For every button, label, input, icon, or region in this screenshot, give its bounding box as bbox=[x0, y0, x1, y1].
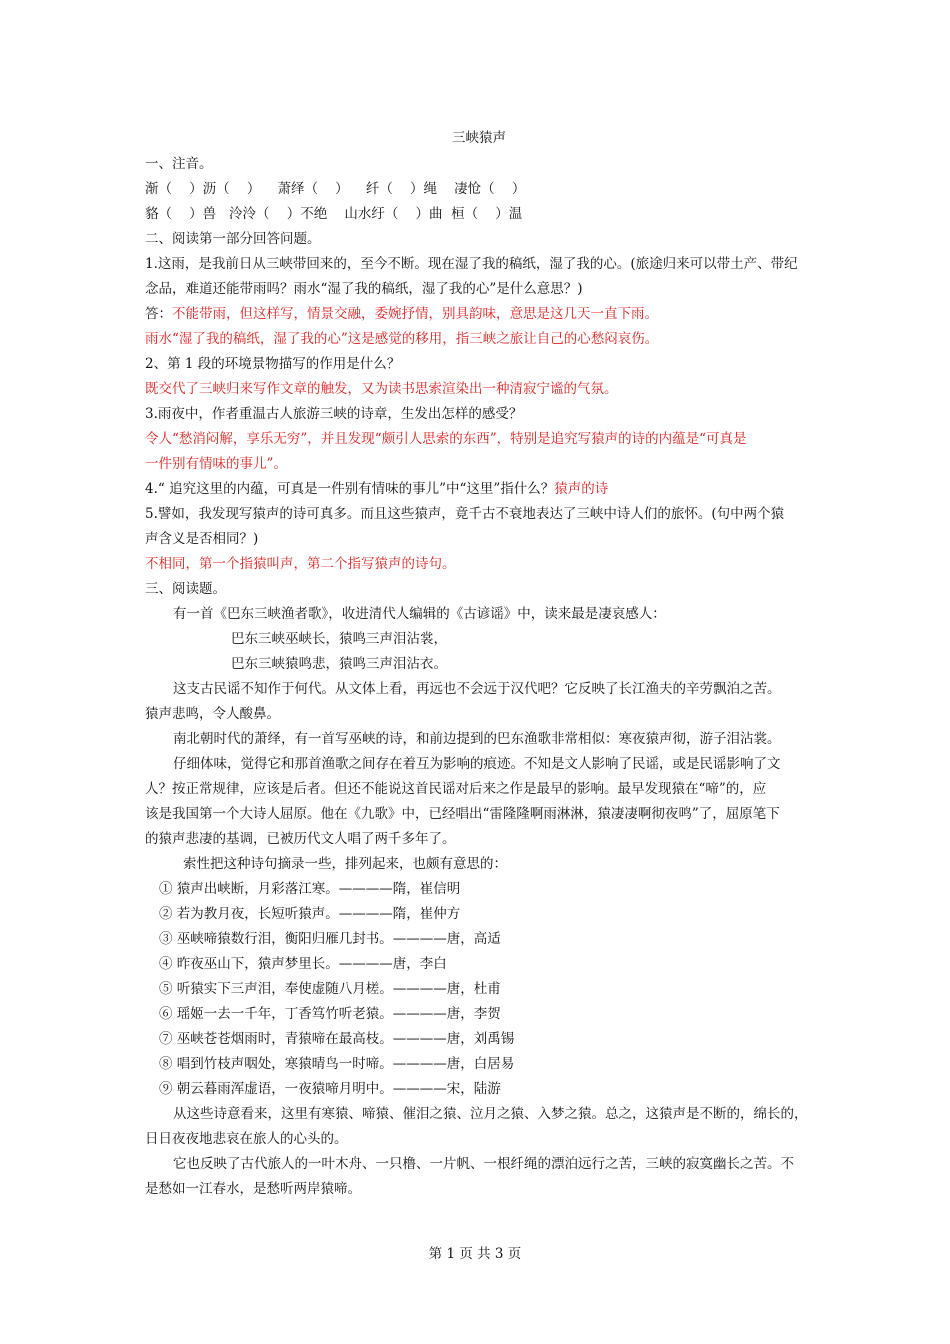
quote-item: ③ 巫峡啼猿数行泪，衡阳归雁几封书。————唐，高适 bbox=[159, 931, 501, 947]
quote-item: ⑦ 巫峡苍苍烟雨时，青猿啼在最高枝。————唐，刘禹锡 bbox=[159, 1031, 515, 1047]
question-4 bbox=[145, 477, 813, 502]
paragraph-4-line-1: 仔细体味，觉得它和那首渔歌之间存在着互为影响的痕迹。不知是文人影响了民谣，或是民谣影响了文 bbox=[173, 756, 781, 772]
paragraph-7-line-2: 是愁如一江春水，是愁听两岸猿啼。 bbox=[145, 1181, 361, 1197]
pinyin-row-2: 貉（ ）兽 泠泠（ ）不绝 山水纡（ ）曲 桓（ ）温 bbox=[145, 206, 523, 222]
poem-line-2: 巴东三峡猿鸣悲，猿鸣三声泪沾衣。 bbox=[231, 656, 447, 672]
answer-prefix: 答： bbox=[145, 306, 172, 322]
question-1-line-1: 1.这雨，是我前日从三峡带回来的，至今不断。现在湿了我的稿纸，湿了我的心。(旅途归来可以带土产、带纪 bbox=[145, 256, 798, 272]
section3-heading: 三、阅读题。 bbox=[145, 581, 226, 597]
answer-4: 猿声的诗 bbox=[554, 481, 609, 497]
pinyin-row-1: 渐（ ）沥（ ） 萧绎（ ） 纤（ ）绳 凄怆（ ） bbox=[145, 181, 526, 197]
answer-3-line-1: 令人“愁消闷解，享乐无穷”，并且发现“颇引人思索的东西”，特别是追究写猿声的诗的内蕴是“可真是 bbox=[145, 431, 747, 447]
answer-2: 既交代了三峡归来写作文章的触发，又为读书思索渲染出一种清寂宁谧的气氛。 bbox=[145, 381, 618, 397]
answer-1-text: 不能带雨，但这样写，情景交融，委婉抒情，别具韵味，意思是这几天一直下雨。 bbox=[172, 306, 658, 322]
paragraph-6-line-2: 日日夜夜地悲哀在旅人的心头的。 bbox=[145, 1131, 348, 1147]
quote-item: ⑨ 朝云暮雨浑虚语，一夜猿啼月明中。————宋，陆游 bbox=[159, 1081, 501, 1097]
question-5-line-2: 声含义是否相同？) bbox=[145, 531, 259, 547]
poem-line-1: 巴东三峡巫峡长，猿鸣三声泪沾裳， bbox=[231, 631, 447, 647]
page-footer: 第 1 页 共 3 页 bbox=[428, 1246, 522, 1262]
quote-item: ⑤ 听猿实下三声泪，奉使虚随八月槎。————唐，杜甫 bbox=[159, 981, 501, 997]
document-title: 三峡猿声 bbox=[452, 130, 506, 146]
paragraph-4-line-4: 的猿声悲凄的基调，已被历代文人唱了两千多年了。 bbox=[145, 831, 456, 847]
question-2: 2、第 1 段的环境景物描写的作用是什么？ bbox=[145, 356, 401, 372]
answer-5: 不相同，第一个指猿叫声，第二个指写猿声的诗句。 bbox=[145, 556, 456, 572]
paragraph-4-line-3: 该是我国第一个大诗人屈原。他在《九歌》中，已经唱出“雷隆隆啊雨淋淋，猿凄凄啊彻夜鸣”了，屈原笔下 bbox=[145, 806, 780, 822]
question-4-text: 4.“ 追究这里的内蕴，可真是一件别有情味的事儿”中“这里”指什么？ bbox=[145, 481, 555, 497]
question-1-line-2: 念品，难道还能带雨吗？雨水“湿了我的稿纸，湿了我的心”是什么意思？) bbox=[145, 281, 583, 297]
paragraph-3: 南北朝时代的萧绎，有一首写巫峡的诗，和前边提到的巴东渔歌非常相似：寒夜猿声彻，游子泪沾裳。 bbox=[173, 731, 781, 747]
section2-heading: 二、阅读第一部分回答问题。 bbox=[145, 231, 321, 247]
section1-heading: 一、注音。 bbox=[145, 156, 213, 172]
answer-1-line-1 bbox=[145, 302, 813, 327]
paragraph-5: 索性把这种诗句摘录一些，排列起来，也颇有意思的： bbox=[183, 856, 507, 872]
paragraph-6-line-1: 从这些诗意看来，这里有寒猿、啼猿、催泪之猿、泣月之猿、入梦之猿。总之，这猿声是不断的，绵长的， bbox=[173, 1106, 808, 1122]
document-body bbox=[145, 124, 813, 1202]
paragraph-4-line-2: 人？按正常规律，应该是后者。但还不能说这首民谣对后来之作是最早的影响。最早发现猿在“啼”的，应 bbox=[145, 781, 767, 797]
answer-3-line-2: 一件别有情味的事儿”。 bbox=[145, 456, 287, 472]
quote-item: ④ 昨夜巫山下，猿声梦里长。————唐，李白 bbox=[159, 956, 447, 972]
paragraph-2-line-1: 这支古民谣不知作于何代。从文体上看，再远也不会远于汉代吧？它反映了长江渔夫的辛劳飘泊之苦。 bbox=[173, 681, 781, 697]
paragraph-2-line-2: 猿声悲鸣，令人酸鼻。 bbox=[145, 706, 280, 722]
quote-item: ⑧ 唱到竹枝声咽处，寒猿晴鸟一时啼。————唐，白居易 bbox=[159, 1056, 515, 1072]
paragraph-1: 有一首《巴东三峡渔者歌》，收进清代人编辑的《古谚谣》中，读来最是凄哀感人： bbox=[173, 606, 666, 622]
quote-item: ⑥ 瑶姬一去一千年，丁香笃竹听老猿。————唐，李贺 bbox=[159, 1006, 501, 1022]
answer-1-line-2: 雨水“湿了我的稿纸，湿了我的心”这是感觉的移用，指三峡之旅让自己的心愁闷哀伤。 bbox=[145, 331, 659, 347]
question-3: 3.雨夜中，作者重温古人旅游三峡的诗章，生发出怎样的感受？ bbox=[145, 406, 523, 422]
quote-item: ① 猿声出峡断，月彩落江寒。————隋，崔信明 bbox=[159, 881, 461, 897]
question-5-line-1: 5.譬如，我发现写猿声的诗可真多。而且这些猿声，竟千古不衰地表达了三峡中诗人们的旅怀。(句中两个猿 bbox=[145, 506, 785, 522]
quote-item: ② 若为教月夜，长短听猿声。————隋，崔仲方 bbox=[159, 906, 461, 922]
paragraph-7-line-1: 它也反映了古代旅人的一叶木舟、一只橹、一片帆、一根纤绳的漂泊远行之苦，三峡的寂寞幽长之苦。不 bbox=[173, 1156, 794, 1172]
